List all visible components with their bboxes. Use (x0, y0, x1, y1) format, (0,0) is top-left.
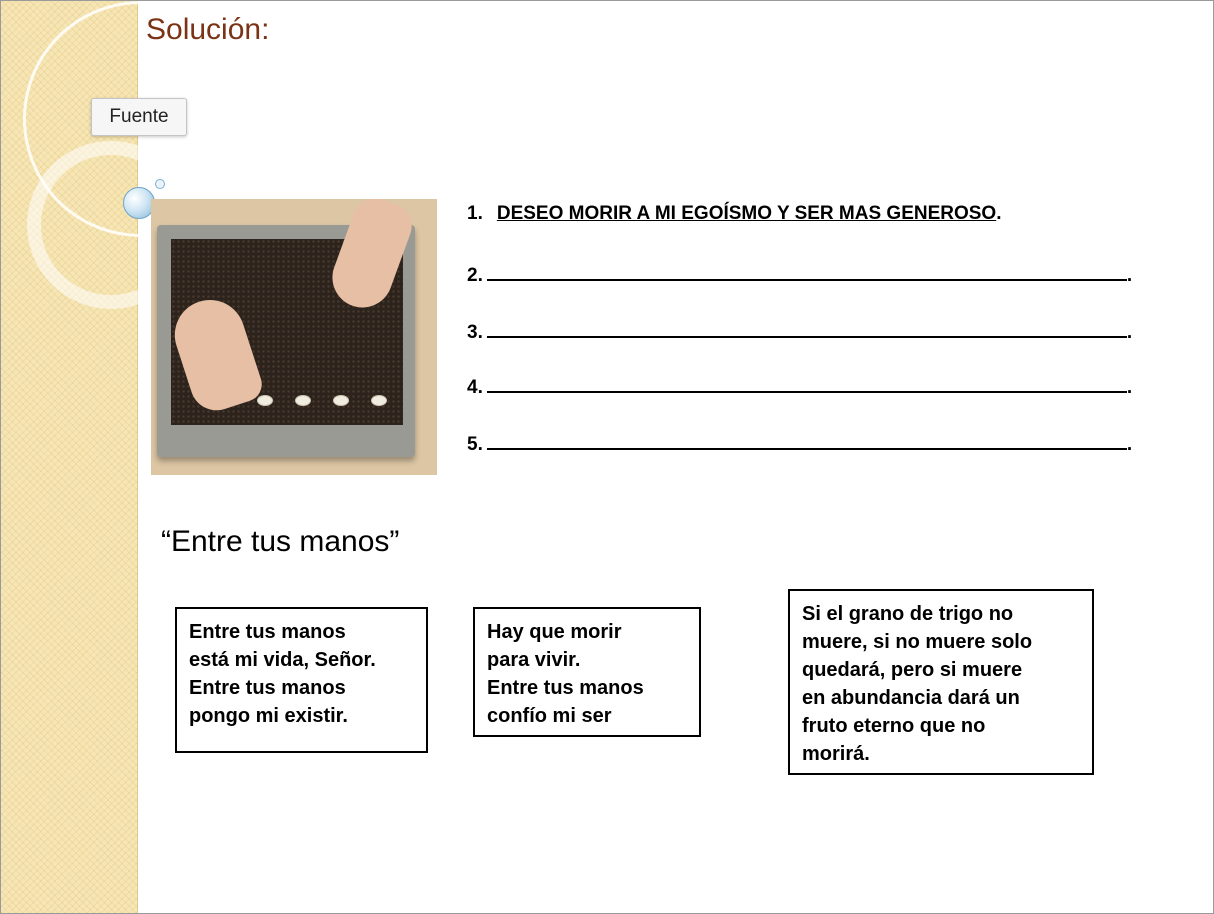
verse-line: Si el grano de trigo no (802, 603, 1014, 625)
verse-line: confío mi ser (487, 705, 612, 727)
answer-item (467, 259, 1132, 287)
verse-line: pongo mi existir. (189, 705, 348, 727)
answer-period: . (1126, 377, 1133, 398)
answer-text: DESEO MORIR A MI EGOÍSMO Y SER MAS GENEROSO (496, 203, 997, 224)
answer-number: 3. (467, 322, 483, 343)
verse-line: morirá. (802, 743, 870, 765)
answer-item (467, 316, 1132, 344)
decorative-sidebar (1, 1, 138, 913)
verse-box (175, 607, 428, 753)
answer-blank-line (487, 259, 1127, 281)
song-title: “Entre tus manos” (161, 525, 400, 558)
verse-box (473, 607, 701, 737)
verse-line: Hay que morir (487, 621, 622, 643)
answer-item (467, 371, 1132, 399)
answer-item (467, 428, 1132, 456)
verse-line: quedará, pero si muere (802, 659, 1023, 681)
answer-blank-line (487, 428, 1127, 450)
seed (257, 395, 273, 406)
verse-line: Entre tus manos (189, 677, 346, 699)
answer-blank-line (487, 316, 1127, 338)
planting-seeds-photo (151, 199, 437, 475)
verse-line: Entre tus manos (189, 621, 346, 643)
verse-line: Entre tus manos (487, 677, 644, 699)
verse-line: fruto eterno que no (802, 715, 986, 737)
answer-blank-line (487, 371, 1127, 393)
seed (333, 395, 349, 406)
verse-line: está mi vida, Señor. (189, 649, 376, 671)
answer-number: 4. (467, 377, 483, 398)
slide-title: Solución: (146, 13, 270, 46)
seed (371, 395, 387, 406)
seed (295, 395, 311, 406)
answer-period: . (1126, 434, 1133, 455)
verse-line: en abundancia dará un (802, 687, 1020, 709)
answer-period: . (996, 203, 1002, 224)
answer-period: . (1126, 265, 1133, 286)
verse-line: para vivir. (487, 649, 581, 671)
answer-number: 1. (467, 203, 483, 224)
font-tooltip: Fuente (91, 98, 187, 136)
answer-item (467, 203, 1002, 225)
answer-number: 5. (467, 434, 483, 455)
answer-number: 2. (467, 265, 483, 286)
decorative-bubble (155, 179, 165, 189)
answer-period: . (1126, 322, 1133, 343)
verse-line: muere, si no muere solo (802, 631, 1033, 653)
verse-box (788, 589, 1094, 775)
